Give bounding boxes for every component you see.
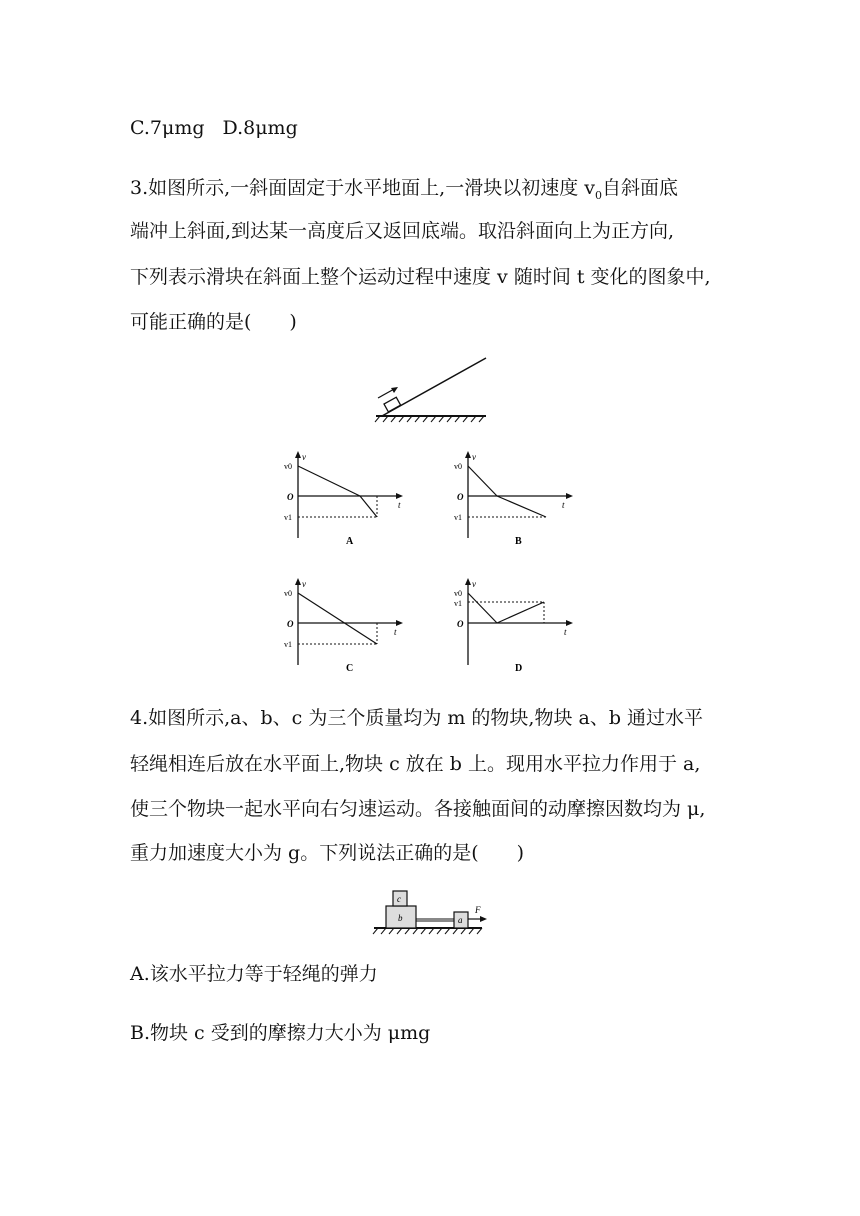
- q3-line-3: 下列表示滑块在斜面上整个运动过程中速度 v 随时间 t 变化的图象中,: [130, 266, 711, 288]
- v-axis-label: v: [302, 579, 306, 589]
- origin-label: O: [457, 619, 464, 629]
- t-axis-label: t: [562, 500, 565, 510]
- q3-line-1-start: 3.如图所示,一斜面固定于水平地面上,一滑块以初速度 v: [130, 177, 595, 199]
- v-axis-label: v: [472, 579, 476, 589]
- t-axis-label: t: [394, 627, 397, 637]
- option-c: C.7μmg: [130, 117, 205, 139]
- v1-label: v1: [454, 599, 462, 608]
- block-b-label: b: [398, 913, 403, 923]
- q4-option-b: B.物块 c 受到的摩擦力大小为 μmg: [130, 1022, 431, 1044]
- v0-label: v0: [454, 462, 462, 471]
- q3-line-2: 端冲上斜面,到达某一高度后又返回底端。取沿斜面向上为正方向,: [130, 220, 675, 242]
- graph-c: [282, 575, 412, 675]
- block-c-label: c: [397, 894, 401, 904]
- option-d: D.8μmg: [222, 117, 298, 139]
- v0-subscript: 0: [594, 188, 602, 202]
- origin-label: O: [287, 492, 294, 502]
- graph-d-label: D: [515, 663, 523, 674]
- graph-a-label: A: [346, 536, 354, 547]
- q3-line-1: [130, 176, 678, 208]
- t-axis-label: t: [398, 500, 401, 510]
- incline-figure: [370, 352, 490, 424]
- origin-label: O: [457, 492, 464, 502]
- v-axis-label: v: [302, 452, 306, 462]
- v0-label: v0: [454, 589, 462, 598]
- t-axis-label: t: [564, 627, 567, 637]
- v-axis-label: v: [472, 452, 476, 462]
- q4-line-2: 轻绳相连后放在水平面上,物块 c 放在 b 上。现用水平拉力作用于 a,: [130, 753, 701, 775]
- q4-line-3: 使三个物块一起水平向右匀速运动。各接触面间的动摩擦因数均为 μ,: [130, 798, 706, 820]
- graph-b: [452, 448, 582, 548]
- v1-label: v1: [454, 513, 462, 522]
- v0-label: v0: [284, 462, 292, 471]
- graph-a: [282, 448, 412, 548]
- v1-label: v1: [284, 640, 292, 649]
- graph-c-label: C: [346, 663, 354, 674]
- origin-label: O: [287, 619, 294, 629]
- q4-line-4: 重力加速度大小为 g。下列说法正确的是( ): [130, 842, 525, 864]
- block-a-label: a: [458, 915, 463, 925]
- q3-line-1-end: 自斜面底: [601, 177, 678, 199]
- q4-option-a: A.该水平拉力等于轻绳的弹力: [130, 963, 378, 985]
- v1-label: v1: [284, 513, 292, 522]
- q2-options: [130, 116, 298, 140]
- q4-line-1: 4.如图所示,a、b、c 为三个质量均为 m 的物块,物块 a、b 通过水平: [130, 707, 704, 729]
- blocks-figure: [370, 886, 494, 938]
- v0-label: v0: [284, 589, 292, 598]
- q3-line-4: 可能正确的是( ): [130, 311, 297, 333]
- graph-d: [452, 575, 582, 675]
- force-label: F: [475, 905, 481, 915]
- graph-b-label: B: [515, 536, 522, 547]
